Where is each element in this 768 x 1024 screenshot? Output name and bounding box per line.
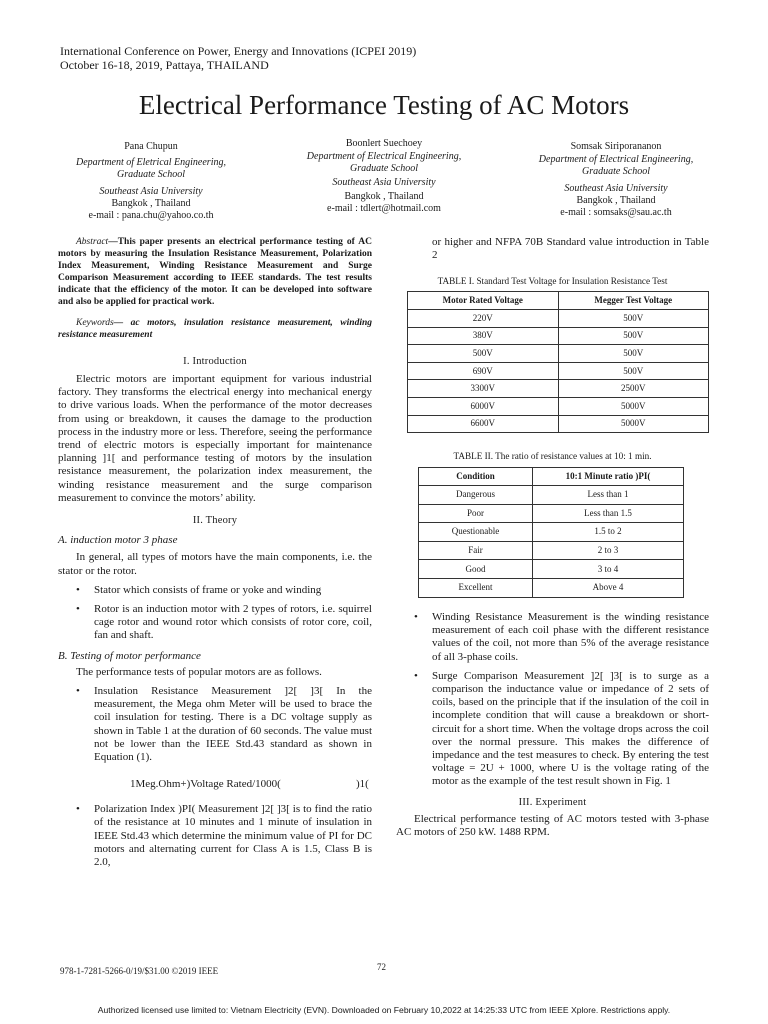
- author-block-3: [511, 141, 721, 219]
- bullet-polarization-index: • Polarization Index )PI( Measurement ]2[ ]3[ is to find the ratio of the resistance at 10 minutes and 1 minute of insulation in IEEE Std.43 which determine the minimum value of PI for DC motors and alternating current for Class A is 1.5, Class B is 2.0,: [58, 803, 372, 869]
- conference-line-2: October 16-18, 2019, Pattaya, THAILAND: [60, 58, 269, 72]
- table-2-header: Condition: [419, 468, 533, 486]
- table-cell: Above 4: [532, 578, 683, 597]
- table-row: [419, 486, 684, 505]
- table-row: [408, 310, 709, 328]
- continuation-paragraph: or higher and NFPA 70B Standard value introduction in Table 2: [432, 236, 709, 262]
- author-university: Southeast Asia University: [332, 176, 436, 188]
- left-column: [58, 236, 372, 869]
- bullet-insulation-resistance: • Insulation Resistance Measurement ]2[ ]3[ In the measurement, the Mega ohm Meter will be used to brace the coil insulation for testing. There is a DC voltage supply as shown in Table 1 at the duration of 60 seconds. The value must not be lower than the IEEE Std.43 standard as shown in Equation (1).: [58, 685, 372, 764]
- author-name: Somsak Siriporananon: [570, 141, 662, 152]
- table-cell: Questionable: [419, 523, 533, 542]
- author-name: Pana Chupun: [124, 141, 178, 152]
- table-2: [418, 467, 684, 598]
- keywords-text: — ac motors, insulation resistance measurement, winding resistance measurement: [58, 317, 372, 340]
- equation-text: 1Meg.Ohm+)Voltage Rated/1000(: [130, 778, 281, 791]
- table-row: [408, 397, 709, 415]
- table-cell: Excellent: [419, 578, 533, 597]
- intro-paragraph: Electric motors are important equipment for various industrial factory. They transforms the electrical energy into mechanical energy to drive various loads. When the performance of the motor decreases from using or breakdown, it causes the damage to the production process in the industry more or less. Therefore, seeing the performance trend of electric motors is especially important for maintenance planning ]1[ and performance testing of motors by the insulation resistance measurement, the polarization index measurement, the winding resistance measurement and the surge comparison measurement to convince the motors’ ability.: [58, 372, 372, 504]
- section-heading-experiment: III. Experiment: [518, 796, 587, 808]
- table-row: [408, 380, 709, 398]
- table-row: [408, 415, 709, 433]
- equation-number: )1(: [356, 778, 369, 791]
- table-row: [408, 362, 709, 380]
- keywords-label: Keywords: [76, 317, 114, 328]
- right-column: [396, 236, 709, 262]
- section-heading-introduction: I. Introduction: [183, 355, 247, 367]
- page-number: 72: [377, 962, 386, 972]
- license-notice: Authorized licensed use limited to: Vietnam Electricity (EVN). Downloaded on February 10,2022 at 14:25:33 UTC from IEEE Xplore. Restrictions apply.: [97, 1005, 671, 1015]
- table-cell: 5000V: [558, 415, 709, 433]
- table-cell: Dangerous: [419, 486, 533, 505]
- author-email: e-mail : somsaks@sau.ac.th: [560, 207, 672, 219]
- author-dept: Department of Eletrical Engineering,: [76, 157, 226, 169]
- table-cell: 690V: [408, 362, 559, 380]
- experiment-paragraph: Electrical performance testing of AC motors tested with 3-phase AC motors of 250 kW. 1488 RPM.: [396, 812, 709, 839]
- table-cell: 6600V: [408, 415, 559, 433]
- author-school: Graduate School: [581, 166, 651, 178]
- table-row: [419, 523, 684, 542]
- table-row: [408, 345, 709, 363]
- subsection-heading-a: A. induction motor 3 phase: [58, 534, 178, 547]
- author-dept: Department of Electrical Engineering,: [538, 154, 694, 166]
- table-cell: 6000V: [408, 397, 559, 415]
- table-row: [419, 504, 684, 523]
- paper-title: Electrical Performance Testing of AC Motors: [138, 90, 630, 120]
- conference-line-1: International Conference on Power, Energy and Innovations (ICPEI 2019): [60, 44, 417, 58]
- author-dept: Department of Electrical Engineering,: [306, 151, 462, 163]
- bullet-stator: • Stator which consists of frame or yoke and winding: [58, 584, 372, 597]
- table-cell: 500V: [558, 310, 709, 328]
- author-city: Bangkok , Thailand: [111, 197, 191, 209]
- right-column-lower: [396, 611, 709, 839]
- table-cell: 3 to 4: [532, 560, 683, 579]
- table-cell: 2 to 3: [532, 541, 683, 560]
- author-block-2: [279, 138, 489, 215]
- author-school: Graduate School: [349, 163, 419, 175]
- table-row: [408, 327, 709, 345]
- keywords: [58, 317, 372, 341]
- theory-paragraph: In general, all types of motors have the main components, i.e. the stator or the rotor.: [58, 551, 372, 577]
- author-school: Graduate School: [116, 169, 186, 181]
- abstract-text: —This paper presents an electrical performance testing of AC motors by measuring the Insulation Resistance Measurement, Polarization Index Measurement, Winding Resistance Measurement and Surge Comparison Measurement according to IEEE standards. The test results indicate that the efficiency of the motor. It can be developed into software and also be applied for practical work.: [58, 237, 372, 308]
- subsection-heading-b: B. Testing of motor performance: [58, 649, 201, 662]
- table-1-header: Motor Rated Voltage: [408, 292, 559, 310]
- table-cell: Good: [419, 560, 533, 579]
- bullet-surge-comparison: • Surge Comparison Measurement ]2[ ]3[ is to surge as a comparison the inductance value or impedance of 2 sets of coils, based on the principle that if the insulation of the coil in incomplete condition that will cause a breakdown or short-circuit for a short time. When the voltage drops across the coil over the normal pressure. This makes the difference of impedance and the test measures to check. By entering the test voltage = 2U + 1000, where U is the voltage rating of the motor as the example of the test result shown in Fig. 1: [396, 670, 709, 789]
- table-cell: Poor: [419, 504, 533, 523]
- table-cell: 380V: [408, 327, 559, 345]
- author-city: Bangkok , Thailand: [344, 190, 424, 202]
- bullet-winding-resistance: • Winding Resistance Measurement is the winding resistance measurement of each coil phase with the different resistance values of the coil, not more than 5% of the average resistance of all 3-phase coils.: [396, 611, 709, 664]
- abstract: [58, 236, 372, 309]
- author-university: Southeast Asia University: [99, 185, 203, 197]
- author-email: e-mail : tdlert@hotmail.com: [327, 203, 441, 215]
- table-cell: 500V: [408, 345, 559, 363]
- table-cell: 500V: [558, 327, 709, 345]
- author-email: e-mail : pana.chu@yahoo.co.th: [88, 210, 214, 222]
- table-cell: Less than 1: [532, 486, 683, 505]
- author-city: Bangkok , Thailand: [576, 194, 656, 206]
- performance-paragraph: The performance tests of popular motors are as follows.: [76, 665, 322, 678]
- section-heading-theory: II. Theory: [192, 514, 238, 526]
- table-cell: 3300V: [408, 380, 559, 398]
- table-cell: 500V: [558, 362, 709, 380]
- equation-1: [58, 778, 372, 792]
- table-row: [419, 578, 684, 597]
- table-cell: 1.5 to 2: [532, 523, 683, 542]
- table-cell: 500V: [558, 345, 709, 363]
- author-university: Southeast Asia University: [564, 182, 668, 194]
- bullet-rotor: • Rotor is an induction motor with 2 types of rotors, i.e. squirrel cage rotor and wound rotor which consists of rotor core, coil, fan and shaft.: [58, 603, 372, 643]
- table-2-header: 10:1 Minute ratio )PI(: [532, 468, 683, 486]
- author-name: Boonlert Suechoey: [345, 138, 423, 149]
- table-1-caption: TABLE I. Standard Test Voltage for Insulation Resistance Test: [437, 276, 668, 286]
- table-row: [419, 541, 684, 560]
- footer-isbn: 978-1-7281-5266-0/19/$31.00 ©2019 IEEE: [60, 966, 219, 976]
- table-cell: 5000V: [558, 397, 709, 415]
- table-cell: 2500V: [558, 380, 709, 398]
- table-1-header: Megger Test Voltage: [558, 292, 709, 310]
- table-row: [419, 560, 684, 579]
- table-2-caption: TABLE II. The ratio of resistance values at 10: 1 min.: [453, 451, 652, 461]
- table-cell: Less than 1.5: [532, 504, 683, 523]
- conference-info: [60, 44, 416, 72]
- table-cell: 220V: [408, 310, 559, 328]
- author-block-1: [46, 141, 256, 222]
- table-1: [407, 291, 709, 433]
- abstract-label: Abstract: [76, 237, 109, 247]
- table-cell: Fair: [419, 541, 533, 560]
